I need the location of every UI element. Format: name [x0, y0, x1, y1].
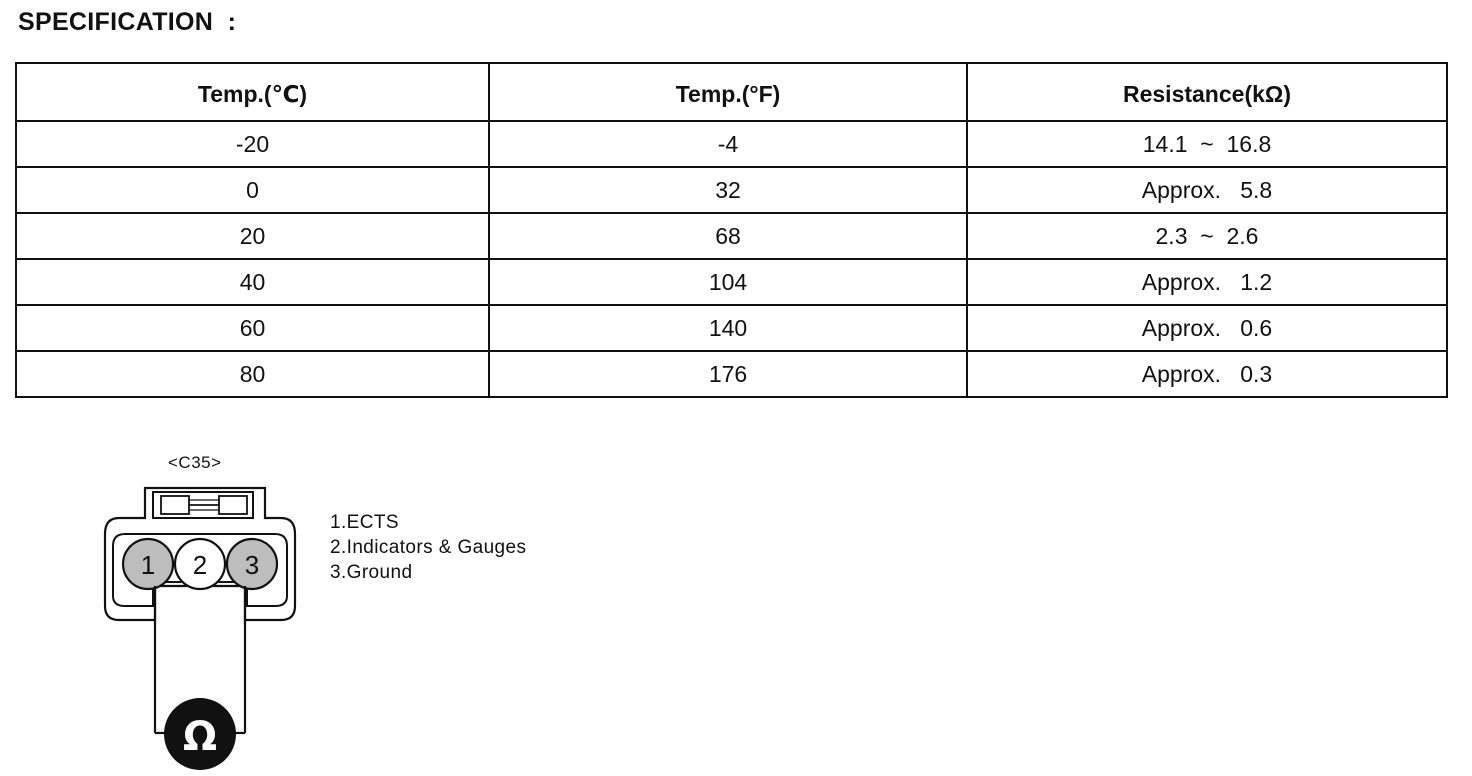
cell-resistance: Approx. 5.8	[967, 167, 1447, 213]
cell-resistance: Approx. 0.6	[967, 305, 1447, 351]
page-title: SPECIFICATION :	[18, 8, 237, 36]
table-row	[16, 259, 1447, 305]
cell-temp-celsius: 80	[16, 351, 489, 397]
table-row	[16, 305, 1447, 351]
specification-table	[15, 62, 1448, 398]
header-temp-celsius: Temp.(℃)	[16, 63, 489, 121]
svg-text:3: 3	[244, 550, 260, 580]
cell-temp-celsius: 40	[16, 259, 489, 305]
table-header-row	[16, 63, 1447, 121]
table-row	[16, 167, 1447, 213]
svg-text:Ω: Ω	[182, 714, 218, 760]
cell-temp-fahrenheit: 68	[489, 213, 967, 259]
table-row	[16, 213, 1447, 259]
connector-label: <C35>	[168, 453, 222, 472]
pin-legend-item: 2.Indicators & Gauges	[330, 537, 527, 558]
pin-legend-item: 1.ECTS	[330, 512, 399, 533]
cell-temp-celsius: 20	[16, 213, 489, 259]
ohmmeter-icon	[164, 698, 236, 770]
header-resistance: Resistance(kΩ)	[967, 63, 1447, 121]
svg-text:2: 2	[192, 550, 208, 580]
cell-temp-fahrenheit: -4	[489, 121, 967, 167]
cell-temp-celsius: 60	[16, 305, 489, 351]
cell-temp-fahrenheit: 176	[489, 351, 967, 397]
table-row	[16, 121, 1447, 167]
pin-2	[175, 539, 225, 589]
cell-resistance: Approx. 1.2	[967, 259, 1447, 305]
cell-resistance: 14.1 ~ 16.8	[967, 121, 1447, 167]
cell-temp-celsius: 0	[16, 167, 489, 213]
svg-text:1: 1	[140, 550, 156, 580]
cell-temp-fahrenheit: 32	[489, 167, 967, 213]
pin-legend	[330, 510, 526, 585]
cell-resistance: Approx. 0.3	[967, 351, 1447, 397]
pin-legend-item: 3.Ground	[330, 562, 413, 583]
table-row	[16, 351, 1447, 397]
pin-3	[227, 539, 277, 589]
cell-temp-celsius: -20	[16, 121, 489, 167]
cell-temp-fahrenheit: 104	[489, 259, 967, 305]
latch-icon	[153, 492, 253, 518]
header-temp-fahrenheit: Temp.(°F)	[489, 63, 967, 121]
connector-diagram	[95, 478, 305, 776]
cell-temp-fahrenheit: 140	[489, 305, 967, 351]
pin-1	[123, 539, 173, 589]
cell-resistance: 2.3 ~ 2.6	[967, 213, 1447, 259]
